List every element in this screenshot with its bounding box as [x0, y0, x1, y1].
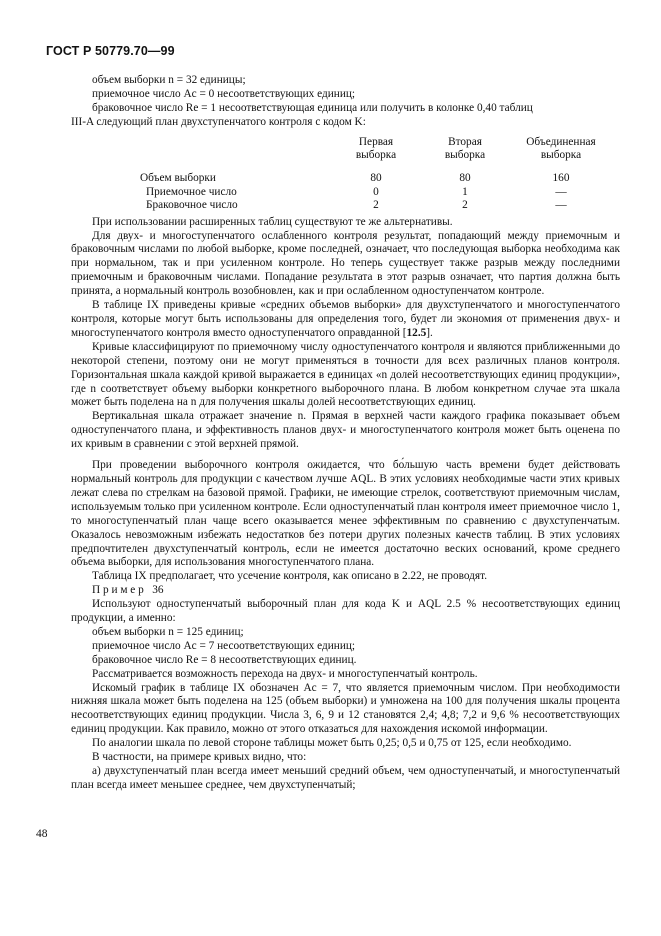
- intro-tail: III-A следующий план двухступенчатого контроля с кодом K:: [71, 115, 366, 128]
- example-label: П р и м е р 36: [92, 584, 164, 597]
- paragraph: При использовании расширенных таблиц существуют те же альтернативы.: [92, 215, 453, 228]
- table-row: [92, 186, 611, 199]
- paragraph: Для двух- и многоступенчатого ослабленного контроля результат, попадающий между приемочным и браковочным числами по любой выборке, кроме последней, означает, что последующая выборка необходима как при нормальном, так и при усиленном контроле. Но теперь существует также разрыв между последними приемочным и браковочным числами. Попадание результата в этот разрыв означает, что партия должна быть принята, а нормальный контроль возобновлен, как и при ослабленном одноступенчатом контроле.: [71, 229, 620, 298]
- table-row-label: Приемочное число: [146, 185, 237, 198]
- table-row-label: Браковочное число: [146, 199, 238, 212]
- paragraph: приемочное число Ac = 7 несоответствующих единиц;: [92, 639, 356, 652]
- table-header-row: [92, 136, 611, 173]
- page-number: 48: [36, 828, 48, 840]
- paragraph: В таблице IX приведены кривые «средних объемов выборки» для двухступенчатого и многоступенчатого контроля, которые могут быть использованы для определения того, будет ли экономия от применения двух- и многоступенчатого контроля вместо одноступенчатого оправданной [12.5].: [71, 299, 620, 339]
- table-cell: 80: [370, 172, 382, 185]
- paragraph: В частности, на примере кривых видно, что:: [92, 751, 307, 764]
- table-header-cell: Вторая выборка: [444, 135, 486, 162]
- paragraph: Используют одноступенчатый выборочный план для кода K и AQL 2.5 % несоответствующих единиц продукции, а именно:: [71, 598, 620, 625]
- paragraph: Вертикальная шкала отражает значение n. Прямая в верхней части каждого графика показывает объем одноступенчатого плана, и эффективность планов двух- и многоступенчатого контроля может быть оценена по их кривым в сравнении с этой верхней прямой.: [71, 410, 620, 451]
- intro-line: объем выборки n = 32 единицы;: [92, 74, 246, 86]
- paragraph: По аналогии шкала по левой стороне таблицы может быть 0,25; 0,5 и 0,75 от 125, если необходимо.: [92, 737, 572, 750]
- paragraph: Таблица IX предполагает, что усечение контроля, как описано в 2.22, не проводят.: [92, 570, 488, 583]
- table-header-cell: Первая выборка: [355, 135, 397, 162]
- sampling-plan-table: [92, 136, 611, 213]
- reference-link: 12.5: [406, 326, 427, 339]
- table-cell: 160: [552, 172, 570, 185]
- intro-line: приемочное число Ac = 0 несоответствующих единиц;: [92, 87, 356, 100]
- table-cell: 2: [462, 199, 468, 212]
- table-cell: 2: [373, 199, 379, 212]
- table-row: [92, 199, 611, 212]
- paragraph: Рассматривается возможность перехода на двух- и многоступенчатый контроль.: [92, 667, 478, 680]
- table-cell: —: [555, 199, 567, 212]
- paragraph: а) двухступенчатый план всегда имеет меньший средний объем, чем одноступенчатый, и многоступенчатый план всегда имеет меньшее среднее, чем двухступенчатый;: [71, 765, 620, 791]
- paragraph: браковочное число Re = 8 несоответствующих единиц.: [92, 653, 357, 666]
- table-header-cell: Объединенная выборка: [526, 135, 596, 162]
- table-row-label: Объем выборки: [140, 172, 216, 185]
- table-cell: 0: [373, 185, 379, 198]
- table-cell: 80: [459, 172, 471, 185]
- paragraph: При проведении выборочного контроля ожидается, что бо́льшую часть времени будет действовать нормальный контроль для продукции с качеством лучше AQL. В этих условиях необходимые части этих кривых лежат слева по стрелкам на базовой прямой. Графики, не имеющие стрелок, соответствуют приемочным числам, используемым только при усиленном контроле. Если одноступенчатый план контроля имеет приемочное число 1, то многоступенчатый план чаще всего оказывается менее эффективным по сравнению с двухступенчатым. Оказалось невозможным избежать недостатков без потери других полезных качеств таблиц. В этих условиях предпочтителен двухступенчатый контроль, если не имеется достаточно веских оснований, кроме среднего объема выборки, для использования многоступенчатого плана.: [71, 459, 620, 569]
- table-cell: 1: [462, 185, 468, 198]
- table-row: [92, 172, 611, 185]
- intro-line: браковочное число Re = 1 несоответствующая единица или получить в колонке 0,40 таблиц: [92, 101, 533, 114]
- document-header: ГОСТ Р 50779.70—99: [46, 44, 175, 58]
- document-body: [71, 74, 620, 793]
- paragraph: Искомый график в таблице IX обозначен Ac = 7, что является приемочным числом. При необходимости нижняя шкала может быть поделена на 125 (объем выборки) и умножена на 100 для получения шкалы процента несоответствующих единиц продукции. Числа 3, 6, 9 и 12 становятся 2,4; 4,8; 7,2 и 9,6 % несоответствующих единиц продукции. Как правило, можно от этого отказаться для нахождения искомой информации.: [71, 681, 620, 736]
- table-cell: —: [555, 185, 567, 198]
- paragraph: Кривые классифицируют по приемочному числу одноступенчатого контроля и являются приближенными до некоторой степени, поэтому они не могут применяться в точности для всех различных планов контроля. Горизонтальная шкала каждой кривой выражается в единицах «n долей несоответствующих единиц продукции», где n соответствует объему выборки конкретного выборочного плана. В любом конкретном случае эта шкала может быть поделена на n для получения шкалы долей несоответствующих единиц.: [71, 340, 620, 409]
- paragraph: объем выборки n = 125 единиц;: [92, 625, 244, 638]
